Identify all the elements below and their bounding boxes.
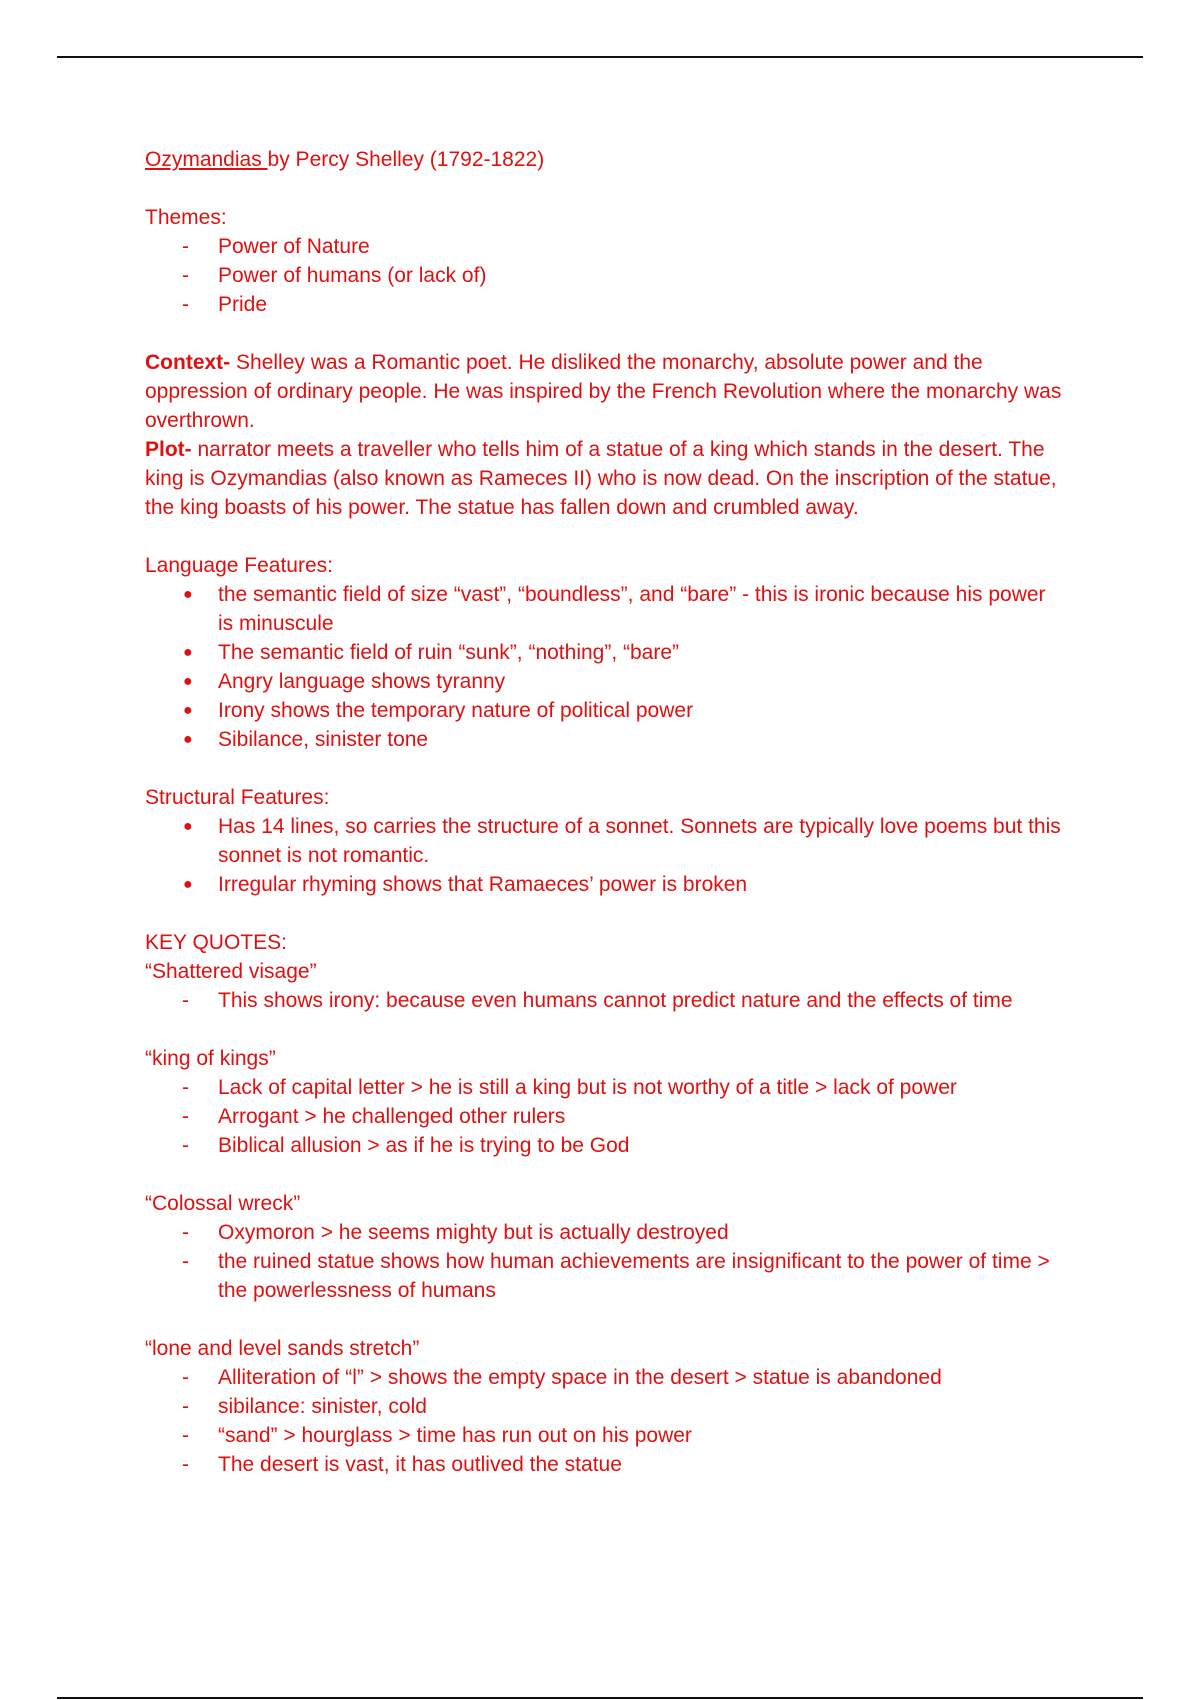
bullet-marker: ● — [183, 702, 193, 719]
list-item — [145, 638, 1065, 667]
quote-notes-list — [145, 1218, 1065, 1305]
key-quote: “Shattered visage” — [145, 960, 317, 983]
dash-marker: - — [182, 264, 189, 287]
list-item-text: sibilance: sinister, cold — [218, 1395, 427, 1418]
quotes-container — [145, 957, 1065, 1479]
list-item-text: This shows irony: because even humans cannot predict nature and the effects of time — [218, 989, 1013, 1012]
language-heading: Language Features: — [145, 554, 333, 577]
list-item-text: Oxymoron > he seems mighty but is actually destroyed — [218, 1221, 729, 1244]
list-item-text: the semantic field of size “vast”, “boundless”, and “bare” - this is ironic because his power is minuscule — [218, 583, 1046, 635]
dash-marker: - — [182, 1221, 189, 1244]
list-item-text: the ruined statue shows how human achievements are insignificant to the power of time > the powerlessness of humans — [218, 1250, 1050, 1302]
dash-marker: - — [182, 293, 189, 316]
list-item — [145, 1073, 1065, 1102]
list-item-text: Biblical allusion > as if he is trying to be God — [218, 1134, 630, 1157]
bullet-marker: ● — [183, 644, 193, 661]
context-paragraph — [145, 348, 1065, 435]
context-text: Shelley was a Romantic poet. He disliked the monarchy, absolute power and the oppression of ordinary people. He was inspired by the French Revolution where the monarchy was overthrown. — [145, 351, 1062, 432]
top-rule — [57, 56, 1143, 58]
themes-heading: Themes: — [145, 206, 227, 229]
list-item-text: Has 14 lines, so carries the structure of a sonnet. Sonnets are typically love poems but this sonnet is not romantic. — [218, 815, 1061, 867]
list-item — [145, 1392, 1065, 1421]
list-item-text: Lack of capital letter > he is still a king but is not worthy of a title > lack of power — [218, 1076, 957, 1099]
list-item — [145, 870, 1065, 899]
dash-marker: - — [182, 1076, 189, 1099]
list-item-text: Alliteration of “l” > shows the empty space in the desert > statue is abandoned — [218, 1366, 942, 1389]
dash-marker: - — [182, 1366, 189, 1389]
list-item-text: Pride — [218, 293, 268, 316]
list-item — [145, 261, 1065, 290]
list-item — [145, 1421, 1065, 1450]
bullet-marker: ● — [183, 818, 193, 835]
bullet-marker: ● — [183, 673, 193, 690]
list-item — [145, 1363, 1065, 1392]
list-item-text: Sibilance, sinister tone — [218, 728, 429, 751]
list-item-text: Irony shows the temporary nature of political power — [218, 699, 694, 722]
dash-marker: - — [182, 1395, 189, 1418]
quotes-heading: KEY QUOTES: — [145, 931, 287, 954]
list-item — [145, 725, 1065, 754]
list-item — [145, 812, 1065, 870]
plot-paragraph — [145, 435, 1065, 522]
bottom-rule — [57, 1697, 1143, 1699]
structural-heading: Structural Features: — [145, 786, 330, 809]
dash-marker: - — [182, 1134, 189, 1157]
list-item-text: Power of humans (or lack of) — [218, 264, 487, 287]
key-quote: “king of kings” — [145, 1047, 276, 1070]
list-item — [145, 290, 1065, 319]
dash-marker: - — [182, 1105, 189, 1128]
plot-label: Plot- — [145, 438, 192, 461]
dash-marker: - — [182, 1250, 189, 1273]
list-item-text: The semantic field of ruin “sunk”, “nothing”, “bare” — [218, 641, 680, 664]
dash-marker: - — [182, 235, 189, 258]
title-link[interactable]: Ozymandias — [145, 148, 268, 171]
language-list — [145, 580, 1065, 754]
list-item — [145, 1450, 1065, 1479]
context-label: Context- — [145, 351, 231, 374]
bullet-marker: ● — [183, 586, 193, 603]
list-item-text: Angry language shows tyranny — [218, 670, 506, 693]
list-item — [145, 696, 1065, 725]
list-item — [145, 1102, 1065, 1131]
list-item-text: Irregular rhyming shows that Ramaeces’ power is broken — [218, 873, 748, 896]
quote-notes-list — [145, 986, 1065, 1015]
list-item-text: Power of Nature — [218, 235, 370, 258]
quote-notes-list — [145, 1363, 1065, 1479]
list-item — [145, 1131, 1065, 1160]
document-title — [145, 145, 1065, 174]
quote-notes-list — [145, 1073, 1065, 1160]
dash-marker: - — [182, 1424, 189, 1447]
key-quote: “Colossal wreck” — [145, 1192, 301, 1215]
dash-marker: - — [182, 989, 189, 1012]
list-item-text: Arrogant > he challenged other rulers — [218, 1105, 566, 1128]
list-item — [145, 986, 1065, 1015]
list-item-text: “sand” > hourglass > time has run out on his power — [218, 1424, 692, 1447]
key-quote: “lone and level sands stretch” — [145, 1337, 420, 1360]
themes-list — [145, 232, 1065, 319]
bullet-marker: ● — [183, 876, 193, 893]
list-item-text: The desert is vast, it has outlived the statue — [218, 1453, 622, 1476]
document-page — [145, 145, 1065, 1479]
list-item — [145, 580, 1065, 638]
list-item — [145, 1218, 1065, 1247]
list-item — [145, 667, 1065, 696]
bullet-marker: ● — [183, 731, 193, 748]
list-item — [145, 1247, 1065, 1305]
structural-list — [145, 812, 1065, 899]
dash-marker: - — [182, 1453, 189, 1476]
plot-text: narrator meets a traveller who tells him of a statue of a king which stands in the desert. The king is Ozymandias (also known as Rameces II) who is now dead. On the inscription of the statue, the king boasts of his power. The statue has fallen down and crumbled away. — [145, 438, 1057, 519]
list-item — [145, 232, 1065, 261]
title-rest: by Percy Shelley (1792-1822) — [267, 148, 545, 171]
